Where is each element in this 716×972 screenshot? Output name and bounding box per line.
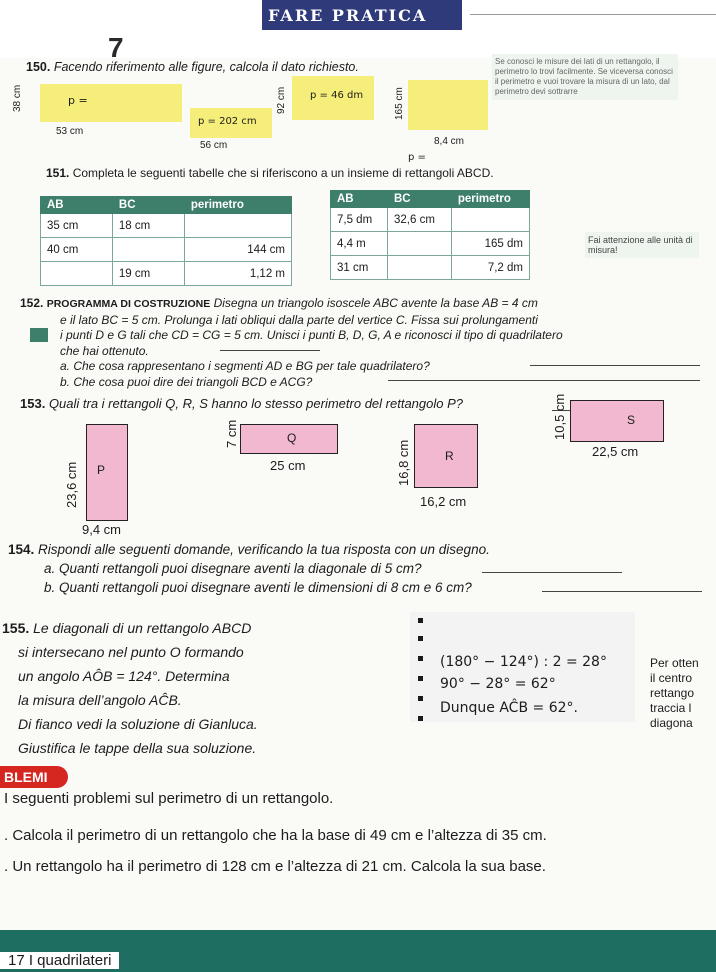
col-header: AB [41,197,113,214]
ex150-rect-4-height: 165 cm [394,87,405,120]
ex153-heading: 153. Quali tra i rettangoli Q, R, S hanno lo stesso perimetro del rettangolo P? [20,396,463,411]
ex150-rect-2-base: 56 cm [200,140,228,151]
ex150-rect-4 [408,80,488,130]
col-header: perimetro [451,191,529,208]
table-row [41,262,292,286]
table-cell: 7,2 dm [451,256,529,280]
ex151-table-1 [40,196,292,286]
problems-tag: BLEMI [0,766,68,788]
rect-S-height: 10,5 cm [552,393,567,440]
ex151-note: Fai attenzione alle unità di misura! [585,232,699,258]
solution-step-3: Dunque AĈB = 62°. [440,700,578,716]
answer-line [542,591,702,592]
table-cell: 40 cm [41,238,113,262]
table-cell: 144 cm [184,238,291,262]
answer-line [482,572,622,573]
table-row [331,232,530,256]
table-row [41,214,292,238]
table-cell: 1,12 m [184,262,291,286]
ex152-block: 152. PROGRAMMA DI COSTRUZIONE Disegna un triangolo isoscele ABC avente la base AB = 4 cm e il lato BC = 5 cm. Prolunga i lati obliqui dalla parte del vertice C. Fissa sui prolungamenti i punti D e G tali che CD = CG = 5 cm. Unisci i punti B, D, G, A e riconosci il tipo di quadrilatero che hai ottenuto. a. Che cosa rappresentano i segmenti AD e BG per tale quadrilatero? b. Che cosa puoi dire dei triangoli BCD e ACG? [20,296,563,389]
rect-P-base: 9,4 cm [82,522,122,537]
ex150-rect-1-height: 38 cm [12,84,23,112]
col-header: BC [112,197,184,214]
binding-dot [418,696,423,701]
table-cell: 19 cm [112,262,184,286]
ex150-rect-1: p = [40,84,182,122]
rect-P-height: 23,6 cm [64,461,79,508]
section-title: FARE PRATICA [268,6,428,25]
solution-step-2: 90° − 28° = 62° [440,676,556,692]
table-cell: 165 dm [451,232,529,256]
problems-intro: I seguenti problemi sul perimetro di un rettangolo. [4,790,334,807]
col-header: BC [388,191,452,208]
answer-line [530,365,700,366]
rect-S: S [570,400,664,442]
table-cell: 32,6 cm [388,208,452,232]
binding-dot [418,676,423,681]
table-row [331,208,530,232]
table-cell: 31 cm [331,256,388,280]
binding-dot [418,618,423,623]
ex155-block: 155. Le diagonali di un rettangolo ABCD si intersecano nel punto O formando un angolo AÔB = 124°. Determina la misura dell’angolo AĈB. Di fianco vedi la soluzione di Gianluca. Giustifica le tappe della sua soluzione. [2,620,258,756]
rect-Q-height: 7 cm [224,419,239,448]
ex150-heading: 150. Facendo riferimento alle figure, calcola il dato richiesto. [26,60,359,74]
header-rule [470,14,716,15]
ex150-rect-4-base: 8,4 cm [434,136,465,147]
problems-block [0,790,716,875]
table-cell: 7,5 dm [331,208,388,232]
col-header: perimetro [184,197,291,214]
ex151-heading: 151. Completa le seguenti tabelle che si riferiscono a un insieme di rettangoli ABCD. [46,166,494,180]
page-number: 7 [108,32,124,63]
rect-Q-base: 25 cm [270,458,306,473]
ex150-rect-1-base: 53 cm [56,126,84,137]
rect-R-base: 16,2 cm [420,494,467,509]
table-cell[interactable] [41,262,113,286]
ex155-side-note: Per otten il centro rettango traccia l diagona [650,656,699,730]
rect-R: R [414,424,478,488]
table-cell: 4,4 m [331,232,388,256]
col-header: AB [331,191,388,208]
binding-dot [418,636,423,641]
answer-line [220,350,320,351]
ex154-block: 154. Rispondi alle seguenti domande, verificando la tua risposta con un disegno. a. Quanti rettangoli puoi disegnare aventi la diagonale di 5 cm? b. Quanti rettangoli puoi disegnare aventi le dimensioni di 8 cm e 6 cm? [8,542,490,595]
table-cell[interactable] [184,214,291,238]
ex150-note: Se conosci le misure dei lati di un rettangolo, il perimetro lo trovi facilmente. Se viceversa conosci il perimetro e vuoi trovare la misura di un lato, dal perimetro devi sottrarre [492,54,678,100]
table-cell: 35 cm [41,214,113,238]
table-cell[interactable] [388,256,452,280]
rect-P: P [86,424,128,521]
triangle-icon [30,328,48,342]
ex151-table-2 [330,190,530,280]
table-row [41,238,292,262]
solution-step-1: (180° − 124°) : 2 = 28° [440,654,607,670]
rect-S-base: 22,5 cm [592,444,639,459]
table-cell: 18 cm [112,214,184,238]
table-row [331,256,530,280]
problem-2: . Un rettangolo ha il perimetro di 128 cm e l’altezza di 21 cm. Calcola la sua base. [4,858,546,875]
table-cell[interactable] [451,208,529,232]
rect-R-height: 16,8 cm [396,439,411,486]
rect-Q: Q [240,424,338,454]
binding-dot [418,716,423,721]
binding-dot [418,656,423,661]
table-cell[interactable] [112,238,184,262]
ex150-rect-4-label: p = [408,152,426,163]
answer-line [388,380,700,381]
problem-1: . Calcola il perimetro di un rettangolo che ha la base di 49 cm e l’altezza di 35 cm. [4,827,547,844]
ex150-rect-2: p = 202 cm [190,108,272,138]
footer-label: 17 I quadrilateri [0,952,119,969]
ex150-rect-3-height: 92 cm [276,86,287,114]
ex150-rect-3: p = 46 dm [292,76,374,120]
table-cell[interactable] [388,232,452,256]
